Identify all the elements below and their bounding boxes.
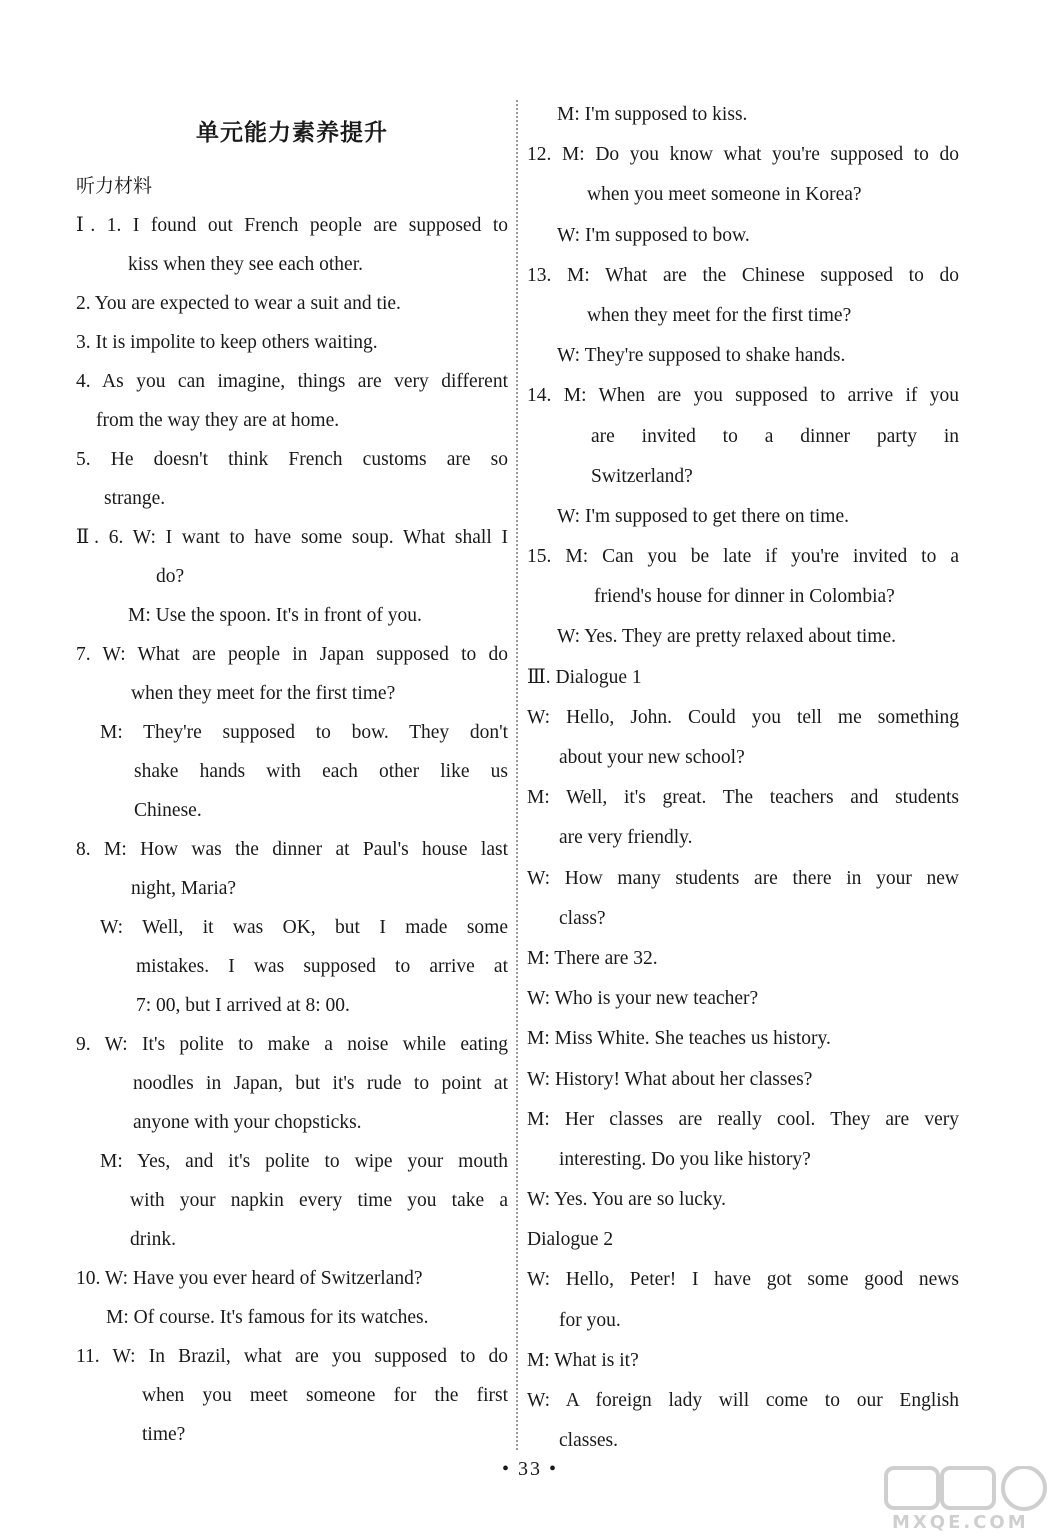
column-divider	[516, 100, 518, 1450]
right-text-line: are very friendly.	[559, 827, 693, 849]
right-paragraph	[527, 859, 959, 899]
right-paragraph	[527, 1381, 959, 1421]
right-paragraph	[527, 1060, 959, 1100]
left-paragraph	[76, 908, 508, 947]
right-text-line: W: History! What about her classes?	[527, 1068, 813, 1090]
right-text-line: W: I'm supposed to bow.	[557, 224, 750, 246]
right-paragraph	[527, 175, 959, 215]
left-text-line: 11. W: In Brazil, what are you supposed to do	[76, 1346, 508, 1367]
right-text-line: W: Hello, John. Could you tell me something	[527, 706, 959, 728]
left-paragraph	[76, 245, 508, 284]
left-paragraph	[76, 869, 508, 908]
right-text-line: Ⅲ. Dialogue 1	[527, 666, 642, 688]
right-text-line: M: Miss White. She teaches us history.	[527, 1028, 831, 1050]
right-paragraph	[527, 1220, 959, 1260]
left-paragraph	[76, 401, 508, 440]
right-text-line: friend's house for dinner in Colombia?	[594, 586, 895, 608]
left-text-line: noodles in Japan, but it's rude to point at	[133, 1073, 508, 1094]
right-text-line: are invited to a dinner party in	[591, 425, 959, 447]
left-paragraph	[76, 206, 508, 245]
right-paragraph	[527, 336, 959, 376]
left-text-line: from the way they are at home.	[96, 410, 340, 431]
right-paragraph	[527, 1180, 959, 1220]
left-paragraph	[76, 635, 508, 674]
right-text-line: W: A foreign lady will come to our English	[527, 1390, 959, 1411]
right-paragraph	[527, 818, 959, 858]
right-text-line: M: Well, it's great. The teachers and students	[527, 787, 959, 809]
right-column	[527, 95, 959, 1461]
left-text-line: 5. He doesn't think French customs are so	[76, 449, 508, 470]
right-text-line: W: How many students are there in your new	[527, 867, 959, 889]
left-paragraph	[76, 1064, 508, 1103]
left-paragraph	[76, 830, 508, 869]
left-text-line: when they meet for the first time?	[131, 683, 396, 704]
left-paragraph	[76, 518, 508, 557]
right-text-line: 12. M: Do you know what you're supposed to do	[527, 144, 959, 166]
right-text-line: classes.	[559, 1430, 619, 1452]
left-text-line: 10. W: Have you ever heard of Switzerland?	[76, 1268, 423, 1289]
left-paragraph	[76, 479, 508, 518]
watermark-logo	[884, 1466, 1054, 1532]
left-paragraph	[76, 284, 508, 323]
right-text-line: when you meet someone in Korea?	[587, 184, 862, 206]
left-column	[76, 95, 508, 1454]
right-paragraph	[527, 457, 959, 497]
right-paragraph	[527, 497, 959, 537]
right-text-line: when they meet for the first time?	[587, 304, 852, 326]
left-text-line: kiss when they see each other.	[128, 254, 364, 275]
left-paragraph	[76, 986, 508, 1025]
right-paragraph	[527, 135, 959, 175]
right-text-line: interesting. Do you like history?	[559, 1148, 811, 1170]
right-text-line: 13. M: What are the Chinese supposed to do	[527, 264, 959, 286]
left-paragraph	[76, 947, 508, 986]
right-text-line: M: What is it?	[527, 1349, 639, 1371]
right-text-line: Switzerland?	[591, 465, 693, 487]
left-paragraph	[76, 752, 508, 791]
right-text-line: Dialogue 2	[527, 1229, 614, 1251]
page-title: 单元能力素养提升	[196, 120, 388, 146]
left-text-line: 4. As you can imagine, things are very different	[76, 371, 508, 392]
right-paragraph	[527, 698, 959, 738]
right-text-line: M: Her classes are really cool. They are very	[527, 1108, 959, 1130]
left-text-line: 7. W: What are people in Japan supposed to do	[76, 644, 508, 665]
left-text-line: 7: 00, but I arrived at 8: 00.	[136, 995, 350, 1016]
left-text-line: night, Maria?	[131, 878, 237, 899]
left-text-line: Chinese.	[134, 800, 202, 821]
left-paragraph	[76, 1259, 508, 1298]
right-paragraph	[527, 95, 959, 135]
right-text-line: M: There are 32.	[527, 947, 658, 969]
right-text-line: 14. M: When are you supposed to arrive if you	[527, 385, 959, 407]
left-text-block	[76, 206, 508, 1454]
right-paragraph	[527, 778, 959, 818]
left-paragraph	[76, 791, 508, 830]
section-label: 听力材料	[76, 175, 153, 197]
right-text-line: 15. M: Can you be late if you're invited to a	[527, 546, 959, 568]
right-paragraph	[527, 256, 959, 296]
left-text-line: M: They're supposed to bow. They don't	[100, 722, 508, 743]
right-paragraph	[527, 979, 959, 1019]
left-text-line: with your napkin every time you take a	[130, 1190, 508, 1211]
right-text-block	[527, 95, 959, 1461]
left-paragraph	[76, 1337, 508, 1376]
left-text-line: M: Yes, and it's polite to wipe your mouth	[100, 1151, 508, 1172]
left-paragraph	[76, 1298, 508, 1337]
left-paragraph	[76, 323, 508, 362]
right-text-line: W: They're supposed to shake hands.	[557, 345, 846, 367]
right-paragraph	[527, 1019, 959, 1059]
right-text-line: for you.	[559, 1309, 621, 1331]
right-paragraph	[527, 417, 959, 457]
left-paragraph	[76, 1103, 508, 1142]
left-text-line: M: Of course. It's famous for its watches.	[106, 1307, 429, 1328]
right-paragraph	[527, 658, 959, 698]
left-text-line: 2. You are expected to wear a suit and tie.	[76, 293, 401, 314]
right-paragraph	[527, 577, 959, 617]
right-text-line: M: I'm supposed to kiss.	[557, 104, 748, 125]
left-paragraph	[76, 362, 508, 401]
right-paragraph	[527, 1260, 959, 1300]
left-paragraph	[76, 557, 508, 596]
left-text-line: shake hands with each other like us	[134, 761, 508, 782]
right-paragraph	[527, 738, 959, 778]
right-paragraph	[527, 1301, 959, 1341]
left-text-line: time?	[142, 1424, 186, 1445]
right-paragraph	[527, 1100, 959, 1140]
right-paragraph	[527, 1421, 959, 1461]
right-paragraph	[527, 1341, 959, 1381]
left-paragraph	[76, 1376, 508, 1415]
left-text-line: mistakes. I was supposed to arrive at	[136, 956, 508, 977]
left-paragraph	[76, 713, 508, 752]
right-paragraph	[527, 296, 959, 336]
right-paragraph	[527, 537, 959, 577]
left-text-line: anyone with your chopsticks.	[133, 1112, 362, 1133]
left-text-line: 8. M: How was the dinner at Paul's house last	[76, 839, 508, 860]
right-text-line: W: Hello, Peter! I have got some good news	[527, 1269, 959, 1291]
svg-text:MXQE.COM: MXQE.COM	[892, 1512, 1029, 1532]
left-text-line: do?	[156, 566, 185, 587]
right-paragraph	[527, 617, 959, 657]
right-paragraph	[527, 216, 959, 256]
right-text-line: W: I'm supposed to get there on time.	[557, 505, 849, 527]
left-text-line: 9. W: It's polite to make a noise while eating	[76, 1034, 508, 1055]
left-paragraph	[76, 440, 508, 479]
right-paragraph	[527, 1140, 959, 1180]
right-text-line: W: Yes. They are pretty relaxed about time.	[557, 626, 896, 648]
left-text-line: drink.	[130, 1229, 177, 1250]
left-paragraph	[76, 1415, 508, 1454]
left-text-line: strange.	[104, 488, 166, 509]
left-paragraph	[76, 1220, 508, 1259]
left-text-line: Ⅰ. 1. I found out French people are supposed to	[76, 215, 508, 236]
right-text-line: W: Yes. You are so lucky.	[527, 1189, 726, 1211]
left-text-line: W: Well, it was OK, but I made some	[100, 917, 508, 938]
right-text-line: about your new school?	[559, 747, 745, 768]
left-paragraph	[76, 1181, 508, 1220]
left-paragraph	[76, 674, 508, 713]
right-text-line: W: Who is your new teacher?	[527, 988, 759, 1010]
right-paragraph	[527, 899, 959, 939]
left-paragraph	[76, 1025, 508, 1064]
left-text-line: when you meet someone for the first	[142, 1385, 508, 1406]
left-text-line: Ⅱ. 6. W: I want to have some soup. What shall I	[76, 527, 508, 548]
right-paragraph	[527, 376, 959, 416]
page-number: • 33 •	[501, 1458, 558, 1480]
right-text-line: class?	[559, 907, 606, 929]
left-paragraph	[76, 1142, 508, 1181]
right-paragraph	[527, 939, 959, 979]
left-text-line: M: Use the spoon. It's in front of you.	[128, 605, 422, 626]
left-paragraph	[76, 596, 508, 635]
left-text-line: 3. It is impolite to keep others waiting.	[76, 332, 378, 353]
